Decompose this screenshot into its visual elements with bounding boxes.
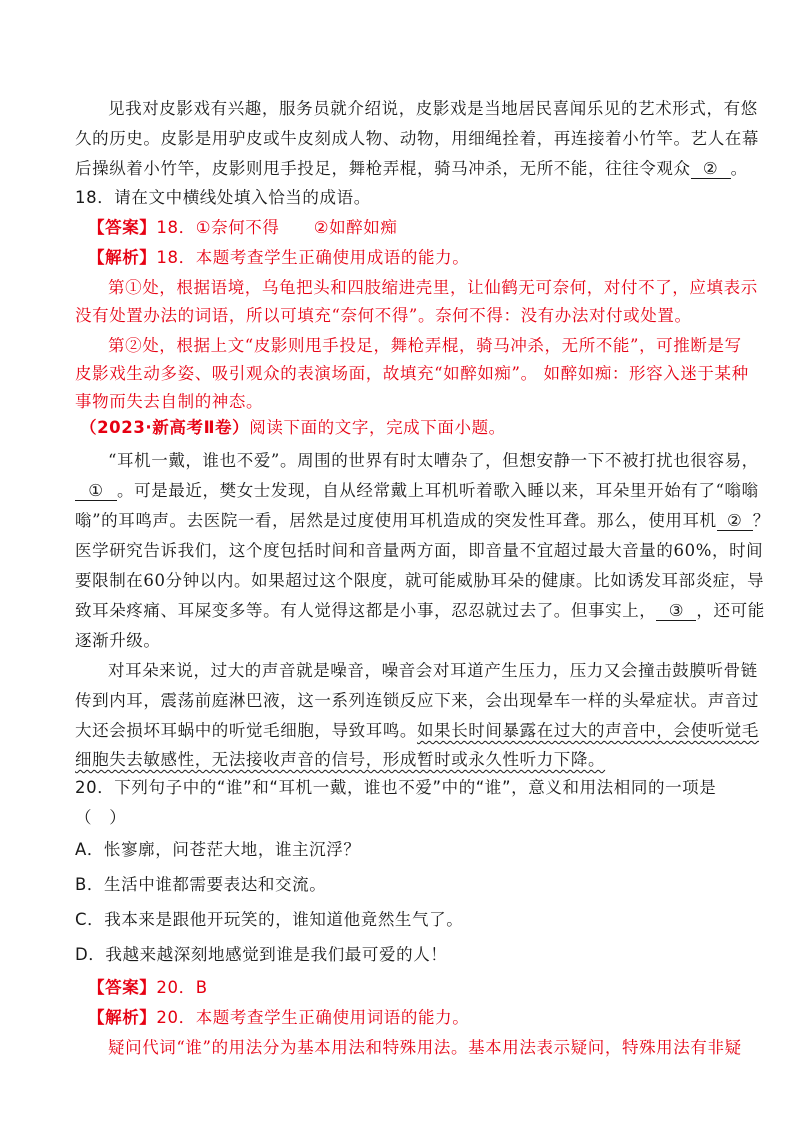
question-18: 18．请在文中横线处填入恰当的成语。	[75, 188, 371, 207]
source-tag: （2023·新高考Ⅱ卷）	[80, 418, 250, 437]
passage-line: 逐渐升级。	[75, 631, 161, 650]
passage-line: 传到内耳，震荡前庭淋巴液，这一系列连锁反应下来，会出现晕车一样的头晕症状。声音过	[75, 691, 759, 710]
blank-2: ②	[717, 512, 753, 531]
passage-line: 致耳朵疼痛、耳屎变多等。有人觉得这都是小事，忍忍就过去了。但事实上， ③ ，还可能	[75, 601, 765, 620]
answer-text: 18．①奈何不得 ②如醉如痴	[156, 218, 398, 237]
analysis-text: 18．本题考查学生正确使用成语的能力。	[156, 248, 470, 267]
answer-paren: （ ）	[75, 808, 127, 827]
passage-line: ① 。可是最近，樊女士发现，自从经常戴上耳机听着歌入睡以来，耳朵里开始有了“嗡嗡	[75, 481, 735, 501]
blank-2: ②	[691, 160, 731, 179]
answer-18	[88, 218, 748, 238]
passage-line: 对耳朵来说，过大的声音就是噪音，噪音会对耳道产生压力，压力又会撞击鼓膜听骨链	[108, 661, 758, 680]
wavy-underlined-sentence: 如果长时间暴露在过大的声音中，会使听觉毛	[417, 721, 759, 740]
passage-line: 大还会损坏耳蜗中的听觉毛细胞，导致耳鸣。如果长时间暴露在过大的声音中，会使听觉毛	[75, 721, 759, 740]
analysis-paragraph: 疑问代词“谁”的用法分为基本用法和特殊用法。基本用法表示疑问，特殊用法有非疑	[108, 1038, 742, 1057]
analysis-paragraph: 第①处，根据语境，乌龟把头和四肢缩进壳里，让仙鹤无可奈何，对付不了，应填表示	[108, 278, 758, 297]
passage-line: 久的历史。皮影是用驴皮或牛皮刻成人物、动物，用细绳拴着，再连接着小竹竿。艺人在幕	[75, 129, 759, 148]
option-a: A．怅寥廓，问苍茫大地，谁主沉浮？	[75, 840, 361, 859]
answer-tag: 【答案】	[88, 978, 157, 997]
analysis-paragraph: 皮影戏生动多姿、吸引观众的表演场面，故填充“如醉如痴”。 如醉如痴：形容入迷于某种	[75, 364, 749, 383]
blank-1: ①	[75, 482, 117, 501]
analysis-20	[88, 1008, 748, 1028]
answer-tag: 【答案】	[88, 218, 157, 237]
analysis-paragraph: 第②处，根据上文“皮影则甩手投足，舞枪弄棍，骑马冲杀，无所不能”，可推断是写	[108, 336, 742, 355]
answer-text: 20．B	[156, 978, 208, 997]
passage-line: 嗡”的耳鸣声。去医院一看，居然是过度使用耳机造成的突发性耳聋。那么，使用耳机 ② ？	[75, 511, 770, 530]
instruction: 阅读下面的文字，完成下面小题。	[249, 418, 506, 437]
passage-line	[75, 750, 735, 770]
analysis-text: 20．本题考查学生正确使用词语的能力。	[156, 1008, 470, 1027]
analysis-tag: 【解析】	[88, 1008, 157, 1027]
section-header	[80, 418, 740, 438]
answer-20	[88, 978, 748, 998]
option-b: B．生活中谁都需要表达和交流。	[75, 875, 327, 894]
option-c: C．我本来是跟他开玩笑的，谁知道他竟然生气了。	[75, 910, 464, 929]
analysis-paragraph: 事物而失去自制的神态。	[75, 392, 264, 411]
passage-line: 医学研究告诉我们，这个度包括时间和音量两方面，即音量不宜超过最大音量的60%，时间	[75, 541, 764, 560]
passage-line: “耳机一戴，谁也不爱”。周围的世界有时太嘈杂了，但想安静一下不被打扰也很容易，	[108, 451, 759, 470]
question-20: 20．下列句子中的“谁”和“耳机一戴，谁也不爱”中的“谁”，意义和用法相同的一项是	[75, 778, 717, 797]
analysis-tag: 【解析】	[88, 248, 157, 267]
wavy-underlined-sentence: 细胞失去敏感性，无法接收声音的信号，形成暂时或永久性听力下降。	[75, 750, 606, 769]
blank-3: ③	[656, 602, 696, 621]
option-d: D．我越来越深刻地感觉到谁是我们最可爱的人！	[75, 945, 448, 964]
analysis-18	[88, 248, 748, 268]
passage-line: 要限制在60分钟以内。如果超过这个限度，就可能威胁耳朵的健康。比如诱发耳部炎症，导	[75, 571, 765, 590]
passage-line: 后操纵着小竹竿，皮影则甩手投足，舞枪弄棍，骑马冲杀，无所不能，往往令观众 ② 。	[75, 159, 748, 178]
analysis-paragraph: 没有处置办法的词语，所以可填充“奈何不得”。奈何不得：没有办法对付或处置。	[75, 306, 692, 325]
passage-line: 见我对皮影戏有兴趣，服务员就介绍说，皮影戏是当地居民喜闻乐见的艺术形式，有悠	[108, 99, 758, 118]
